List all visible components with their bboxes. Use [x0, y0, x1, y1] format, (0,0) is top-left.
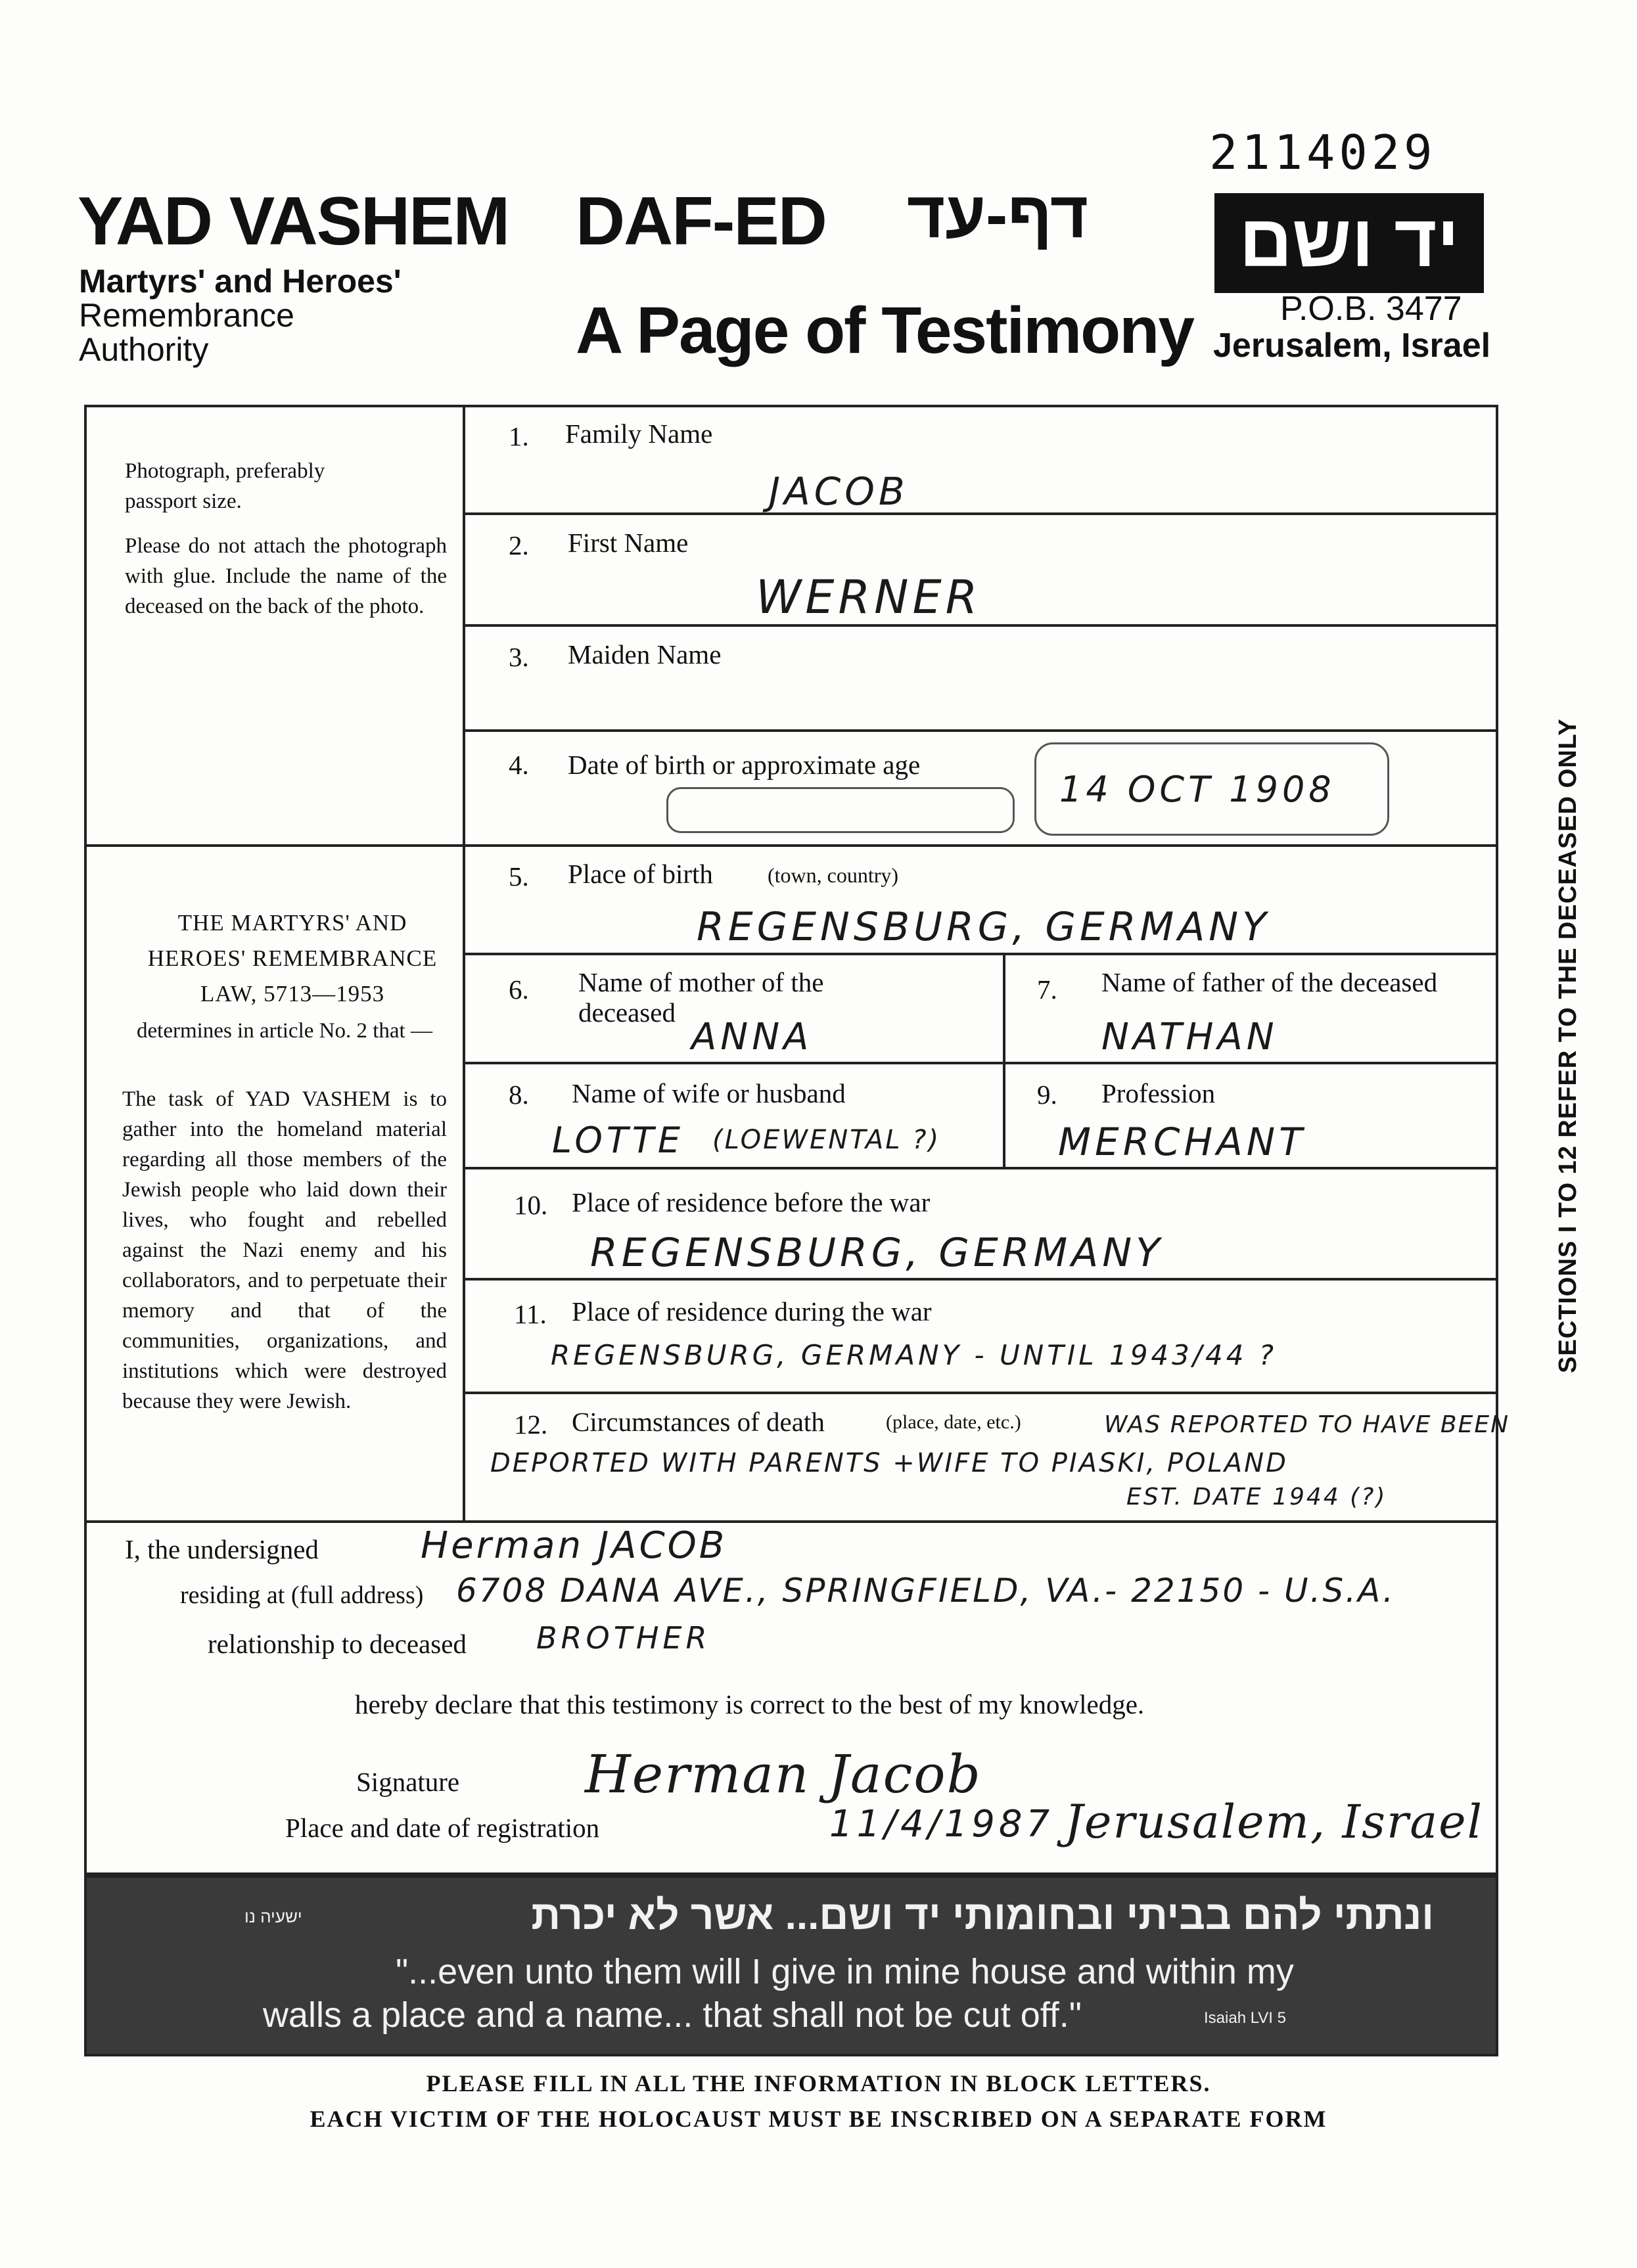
org-subtitle-1: Martyrs' and Heroes'	[79, 263, 402, 300]
field-11-value[interactable]: REGENSBURG, GERMANY - UNTIL 1943/44 ?	[551, 1339, 1278, 1371]
registration-date[interactable]: 11/4/1987	[829, 1803, 1054, 1846]
field-7-label: Name of father of the deceased	[1101, 967, 1438, 997]
field-4-number: 4.	[509, 750, 529, 780]
org-subtitle-3: Authority	[79, 331, 209, 368]
field-10-number: 10.	[514, 1190, 548, 1220]
field-8-label: Name of wife or husband	[572, 1078, 846, 1108]
logo-hebrew-text: יד ושם	[1239, 200, 1460, 282]
residing-value[interactable]: 6708 DANA AVE., SPRINGFIELD, VA.- 22150 - U.S.A.	[456, 1572, 1396, 1610]
isaiah-banner	[84, 1875, 1498, 2056]
yad-vashem-logo	[1214, 193, 1484, 293]
split-divider	[1003, 954, 1005, 1168]
form-title: A Page of Testimony	[576, 294, 1193, 367]
field-2-value[interactable]: WERNER	[756, 570, 982, 624]
field-11-label: Place of residence during the war	[572, 1296, 932, 1327]
serial-number: 2114029	[1209, 125, 1437, 180]
signature-label: Signature	[356, 1767, 460, 1797]
photo-title: Photograph, preferably passport size.	[125, 459, 325, 513]
field-9-number: 9.	[1037, 1079, 1057, 1110]
field-12-value-line-1[interactable]: WAS REPORTED TO HAVE BEEN	[1104, 1411, 1510, 1438]
field-2-number: 2.	[509, 530, 529, 560]
sidebar-divider	[463, 406, 465, 1523]
rule-1	[464, 512, 1498, 515]
rule-8	[464, 1278, 1498, 1281]
law-title: THE MARTYRS' AND HEROES' REMEMBRANCE LAW, 5713—1953	[147, 910, 438, 1007]
residing-label: residing at (full address)	[180, 1581, 424, 1609]
photo-instructions	[125, 456, 368, 516]
field-6-value[interactable]: ANNA	[691, 1016, 813, 1058]
rule-2	[464, 624, 1498, 627]
field-11-number: 11.	[514, 1299, 547, 1329]
banner-hebrew-line: ונתתי להם בביתי ובחומותי יד ושם... אשר לא יכרת	[531, 1893, 1434, 1938]
age-box[interactable]	[666, 787, 1015, 833]
law-text: The task of YAD VASHEM is to gather into the homeland material regarding all those members of the Jewish people who laid down their lives, who fought and rebelled against the Nazi enemy and his collaborators, and to perpetuate their memory and that of the communities, organizations, and institutions which were destroyed because they were Jewish.	[122, 1087, 447, 1413]
banner-english-line-2: walls a place and a name... that shall not be cut off."	[263, 1995, 1082, 2035]
rule-7	[464, 1167, 1498, 1169]
undersigned-value[interactable]: Herman JACOB	[421, 1524, 727, 1567]
field-4-label: Date of birth or approximate age	[568, 750, 921, 780]
declaration-text: hereby declare that this testimony is correct to the best of my knowledge.	[355, 1689, 1145, 1719]
footer-line-1: PLEASE FILL IN ALL THE INFORMATION IN BLOCK LETTERS.	[426, 2070, 1211, 2097]
field-8-value[interactable]: LOTTE	[552, 1120, 685, 1161]
field-3-number: 3.	[509, 642, 529, 672]
field-5-label: Place of birth	[568, 859, 713, 889]
field-4-value[interactable]: 14 OCT 1908	[1059, 769, 1335, 810]
form-code-hebrew: דף-עד	[907, 178, 1089, 252]
rule-5	[464, 953, 1498, 955]
form-code: DAF-ED	[576, 183, 826, 260]
field-7-value[interactable]: NATHAN	[1101, 1016, 1278, 1058]
field-12-number: 12.	[514, 1409, 548, 1440]
sections-side-note: SECTIONS I TO 12 REFER TO THE DECEASED ONLY	[1554, 718, 1582, 1373]
field-1-number: 1.	[509, 421, 529, 451]
field-6-label: Name of mother of the deceased	[578, 967, 824, 1028]
banner-hebrew-ref: ישעיה נו	[244, 1907, 302, 1926]
field-10-label: Place of residence before the war	[572, 1187, 931, 1217]
registration-label: Place and date of registration	[285, 1813, 600, 1843]
field-8-note[interactable]: (LOEWENTAL ?)	[712, 1125, 941, 1155]
rule-10	[84, 1520, 1498, 1523]
field-7-number: 7.	[1037, 974, 1057, 1005]
relationship-value[interactable]: BROTHER	[536, 1620, 711, 1656]
undersigned-label: I, the undersigned	[125, 1534, 319, 1564]
signature-value[interactable]: Herman Jacob	[585, 1744, 982, 1805]
field-6-number: 6.	[509, 974, 529, 1005]
field-12-hint: (place, date, etc.)	[886, 1411, 1021, 1433]
field-2-label: First Name	[568, 528, 689, 558]
field-5-value[interactable]: REGENSBURG, GERMANY	[697, 904, 1270, 950]
field-1-value[interactable]: JACOB	[769, 469, 909, 514]
relationship-label: relationship to deceased	[208, 1629, 467, 1659]
field-8-number: 8.	[509, 1079, 529, 1110]
field-12-value-line-3[interactable]: EST. DATE 1944 (?)	[1126, 1484, 1387, 1510]
field-5-hint: (town, country)	[768, 863, 899, 887]
rule-4	[84, 844, 1498, 847]
field-5-number: 5.	[509, 861, 529, 892]
banner-english-line-1: "...even unto them will I give in mine house and within my	[396, 1952, 1294, 1991]
footer-line-2: EACH VICTIM OF THE HOLOCAUST MUST BE INSCRIBED ON A SEPARATE FORM	[310, 2106, 1327, 2132]
city: Jerusalem, Israel	[1213, 327, 1491, 365]
field-12-label: Circumstances of death	[572, 1407, 825, 1437]
banner-english-ref: Isaiah LVI 5	[1204, 2009, 1286, 2027]
photo-note: Please do not attach the photograph with glue. Include the name of the deceased on the back of the photo.	[125, 534, 447, 618]
field-1-label: Family Name	[565, 419, 713, 449]
rule-6	[464, 1062, 1498, 1064]
field-3-label: Maiden Name	[568, 639, 722, 669]
law-determines: determines in article No. 2 that —	[137, 1019, 432, 1043]
field-9-label: Profession	[1101, 1078, 1216, 1108]
org-name: YAD VASHEM	[78, 183, 509, 260]
field-10-value[interactable]: REGENSBURG, GERMANY	[590, 1230, 1164, 1276]
field-9-value[interactable]: MERCHANT	[1058, 1120, 1306, 1164]
registration-place[interactable]: Jerusalem, Israel	[1065, 1795, 1483, 1849]
field-12-value-line-2[interactable]: DEPORTED WITH PARENTS +WIFE TO PIASKI, POLAND	[490, 1448, 1288, 1478]
org-subtitle-2: Remembrance	[79, 297, 294, 334]
rule-3	[464, 729, 1498, 732]
pob: P.O.B. 3477	[1280, 290, 1462, 328]
rule-9	[464, 1392, 1498, 1394]
